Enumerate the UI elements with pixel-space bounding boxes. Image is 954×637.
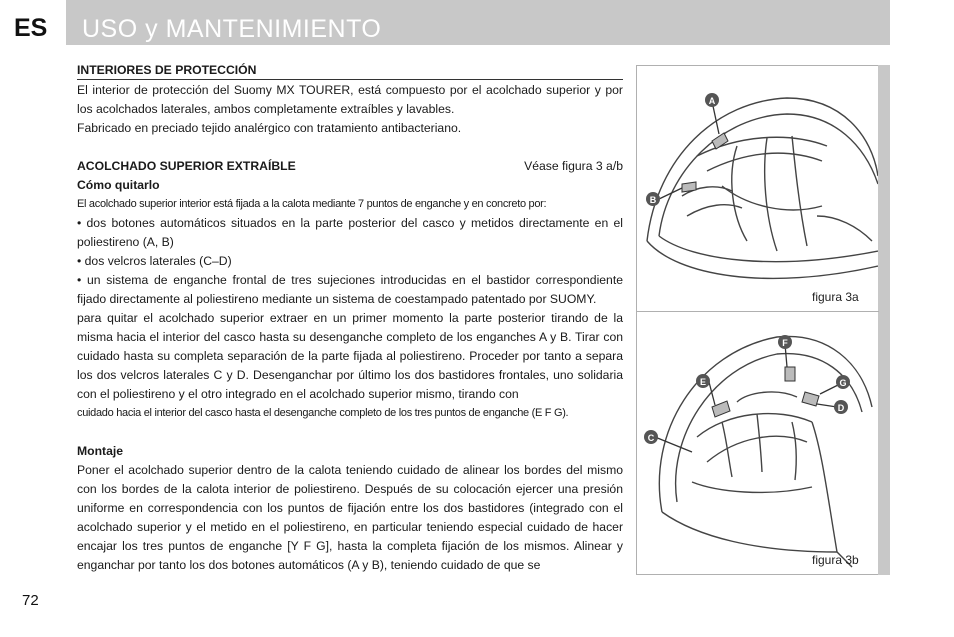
label-c: C: [647, 433, 655, 443]
figure-3b: [637, 312, 878, 572]
callout-label-b: [646, 192, 660, 206]
label-a: A: [708, 96, 716, 106]
label-d: D: [837, 403, 845, 413]
text-column: [77, 61, 623, 575]
header-bar: [66, 0, 890, 45]
removal-subheading: Cómo quitarlo: [77, 178, 160, 192]
page-title: USO y MANTENIMIENTO: [82, 15, 382, 43]
helmet-interior-illustration-a: [637, 66, 878, 311]
removal-paragraph: para quitar el acolchado superior extraer en un primer momento la parte posterior tirando de la misma hacia el interior del casco hasta su desenganche completo de los enganches A y B. Tirar con cuidado hasta su completa separación de la parte fijada al poliestireno. Proceder por tanto a separa los dos velcros laterales C y D. Desenganchar por último los dos bastidores frontales, uno solidaria con el poliestireno y el otro integrado en el acolchado superior mismo, tirando con: [77, 311, 623, 401]
figure-3b-caption: figura 3b: [812, 553, 859, 567]
callout-label-c: [644, 430, 658, 444]
callout-label-e: [696, 374, 710, 388]
page-number: 72: [22, 592, 39, 609]
label-g: G: [839, 378, 847, 388]
callout-label-f: [778, 335, 792, 349]
removal-intro: El acolchado superior interior está fijada a la calota mediante 7 puntos de enganche y en concreto por:: [77, 198, 547, 210]
removal-heading-row: [77, 157, 623, 176]
figure-reference: Véase figura 3 a/b: [524, 159, 623, 173]
bullet-item: • dos velcros laterales (C–D): [77, 254, 232, 268]
helmet-interior-illustration-b: [637, 312, 878, 572]
removal-heading: ACOLCHADO SUPERIOR EXTRAÍBLE: [77, 159, 296, 173]
figure-side-bar: [878, 65, 890, 575]
label-f: F: [782, 338, 788, 348]
mounting-paragraph: Poner el acolchado superior dentro de la calota teniendo cuidado de alinear los bordes del mismo con los bordes de la calota interior de poliestireno. Después de su colocación ejercer una presión uniforme en correspondencia con los puntos de fijación entre los dos bastidores (integrado con el acolchado superior y el metido en el poliestireno, en particular teniendo especial cuidado de hacer encajar los tres puntos de enganche [Y F G], hasta la completa fijación de los mismos. Alinear y enganchar por tanto los dos botones automáticos (A y B), teniendo cuidado de que se: [77, 463, 623, 572]
mounting-subheading: Montaje: [77, 444, 124, 458]
figure-3a: [637, 66, 878, 311]
section-title: INTERIORES DE PROTECCIÓN: [77, 61, 623, 80]
removal-paragraph-end: cuidado hacia el interior del casco hasta el desenganche completo de los tres puntos de enganche (E F G).: [77, 407, 569, 419]
callout-label-g: [836, 375, 850, 389]
bullet-item: • dos botones automáticos situados en la parte posterior del casco y metidos directamente en el poliestireno (A, B): [77, 216, 623, 249]
label-e: E: [699, 377, 707, 387]
callout-label-d: [834, 400, 848, 414]
figure-3a-caption: figura 3a: [812, 290, 859, 304]
callout-label-a: [705, 93, 719, 107]
intro-paragraph-2: Fabricado en preciado tejido analérgico con tratamiento antibacteriano.: [77, 121, 462, 135]
bullet-item: • un sistema de enganche frontal de tres sujeciones introducidas en el bastidor correspondiente fijado directamente al poliestireno mediante un sistema de coestampado patentado por SUOMY.: [77, 273, 623, 306]
label-b: B: [649, 195, 657, 205]
language-code: ES: [14, 14, 48, 42]
intro-paragraph: El interior de protección del Suomy MX TOURER, está compuesto por el acolchado superior y por los acolchados laterales, ambos completamente extraíbles y lavables.: [77, 83, 623, 116]
